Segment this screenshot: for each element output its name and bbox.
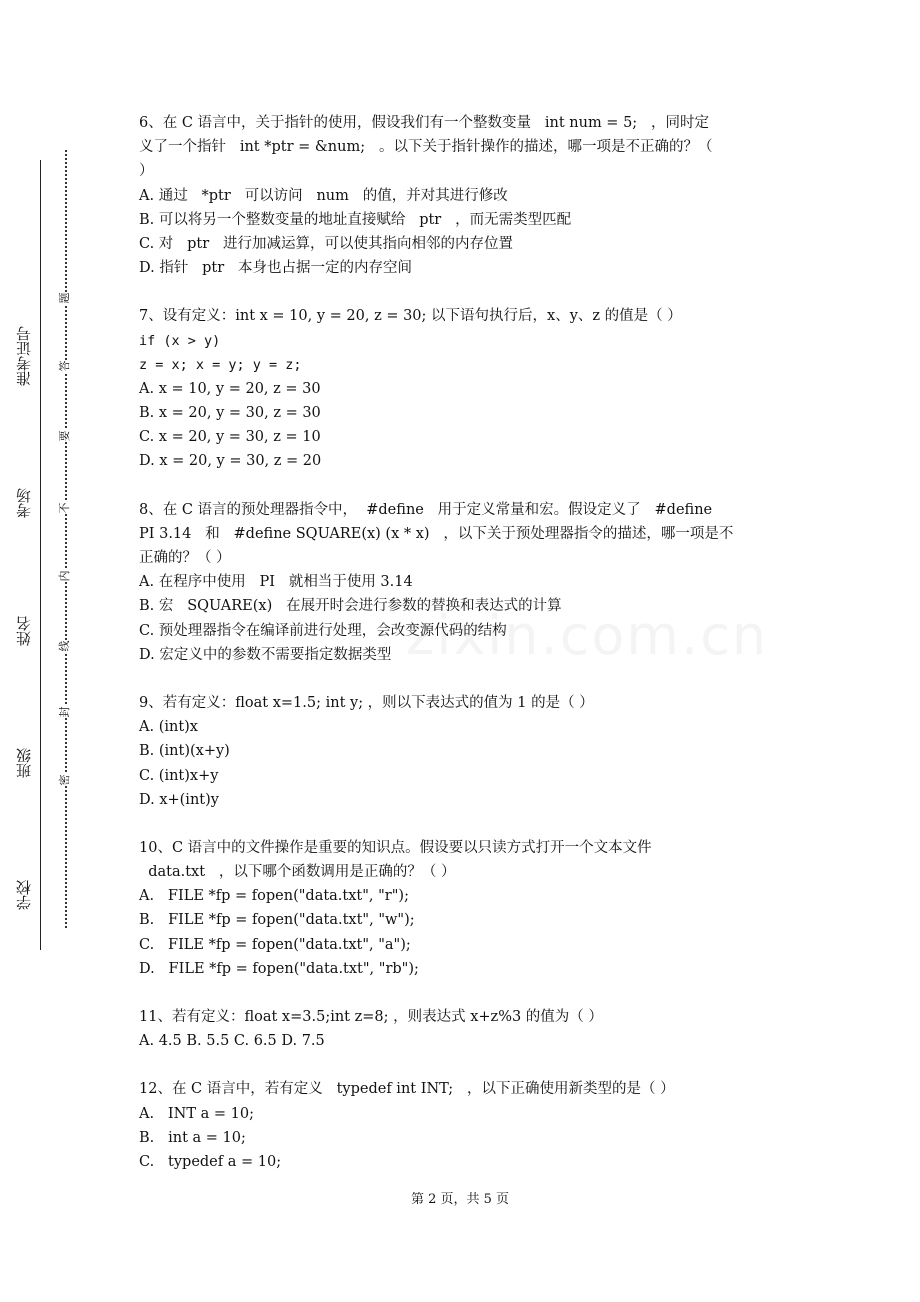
seal-char: 答 (58, 360, 71, 372)
seal-char: 不 (58, 502, 71, 514)
option-a: A. INT a = 10; (139, 1105, 254, 1122)
question-line: PI 3.14 和 #define SQUARE(x) (x * x) ，以下关于预处理器指令的描述，哪一项是不 (139, 525, 734, 542)
binding-margin (0, 0, 80, 1302)
field-exam-room: 考场 (15, 488, 33, 518)
seal-char: 密 (58, 774, 71, 786)
exam-questions (139, 111, 799, 1198)
seal-char: 线 (58, 640, 71, 652)
question-line: 9、若有定义：float x=1.5; int y; ，则以下表达式的值为 1 的是（ ） (139, 694, 594, 711)
seal-char: 题 (58, 292, 71, 304)
option-c: C. FILE *fp = fopen("data.txt", "a"); (139, 936, 411, 953)
question-line: 7、设有定义：int x = 10, y = 20, z = 30; 以下语句执行后，x、y、z 的值是（ ） (139, 308, 682, 325)
field-ticket-number: 准考证号 (15, 326, 33, 386)
question-6 (139, 111, 799, 280)
question-line: 正确的？（ ） (139, 550, 231, 566)
question-10 (139, 836, 799, 981)
option-b: B. int a = 10; (139, 1129, 246, 1146)
code-line: z = x; x = y; y = z; (139, 356, 302, 373)
question-line: 10、C 语言中的文件操作是重要的知识点。假设要以只读方式打开一个文本文件 (139, 839, 652, 856)
option-d: D. x+(int)y (139, 791, 219, 808)
field-name: 姓名 (15, 616, 33, 646)
option-d: D. FILE *fp = fopen("data.txt", "rb"); (139, 960, 419, 977)
seal-char: 内 (58, 570, 71, 582)
binding-dotted-line (65, 150, 67, 928)
question-line: 6、在 C 语言中，关于指针的使用，假设我们有一个整数变量 int num = 5; ，同时定 (139, 115, 710, 131)
question-9 (139, 691, 799, 812)
field-class: 班级 (15, 748, 33, 778)
question-line: 8、在 C 语言的预处理器指令中， #define 用于定义常量和宏。假设定义了 #define (139, 501, 713, 518)
question-line: data.txt ，以下哪个函数调用是正确的？（ ） (139, 864, 456, 881)
question-line: 义了一个指针 int *ptr = &num; 。以下关于指针操作的描述，哪一项是不正确的？（ (139, 139, 713, 156)
options-line: A. 4.5 B. 5.5 C. 6.5 D. 7.5 (139, 1033, 325, 1050)
option-c: C. typedef a = 10; (139, 1153, 282, 1170)
option-b: B. 可以将另一个整数变量的地址直接赋给 ptr ，而无需类型匹配 (139, 211, 572, 228)
question-8 (139, 498, 799, 667)
option-a: A. (int)x (139, 719, 198, 736)
code-line: if (x > y) (139, 332, 221, 349)
seal-char: 封 (58, 706, 71, 718)
option-c: C. 对 ptr 进行加减运算，可以使其指向相邻的内存位置 (139, 235, 513, 252)
question-12 (139, 1077, 799, 1174)
question-7 (139, 304, 799, 473)
binding-solid-line (40, 160, 41, 950)
option-b: B. (int)(x+y) (139, 743, 230, 760)
option-b: B. 宏 SQUARE(x) 在展开时会进行参数的替换和表达式的计算 (139, 598, 562, 615)
option-a: A. FILE *fp = fopen("data.txt", "r"); (139, 888, 409, 905)
option-c: C. 预处理器指令在编译前进行处理，会改变源代码的结构 (139, 622, 507, 639)
page-number-footer: 第 2 页，共 5 页 (410, 1192, 510, 1207)
question-line: ） (139, 163, 154, 180)
option-b: B. x = 20, y = 30, z = 30 (139, 405, 321, 422)
field-school: 学校 (15, 880, 33, 910)
watermark: zixin.com.cn (406, 604, 769, 667)
question-line: 12、在 C 语言中，若有定义 typedef int INT; ，以下正确使用新类型的是（ ） (139, 1081, 675, 1098)
option-c: C. (int)x+y (139, 767, 219, 784)
seal-char: 要 (58, 430, 71, 442)
option-a: A. 通过 *ptr 可以访问 num 的值，并对其进行修改 (139, 187, 508, 204)
option-d: D. 指针 ptr 本身也占据一定的内存空间 (139, 260, 413, 277)
question-11 (139, 1005, 799, 1053)
option-c: C. x = 20, y = 30, z = 10 (139, 429, 321, 446)
option-d: D. 宏定义中的参数不需要指定数据类型 (139, 646, 392, 663)
option-a: A. x = 10, y = 20, z = 30 (139, 380, 321, 397)
option-a: A. 在程序中使用 PI 就相当于使用 3.14 (139, 574, 413, 591)
option-d: D. x = 20, y = 30, z = 20 (139, 453, 322, 470)
question-line: 11、若有定义：float x=3.5;int z=8; ，则表达式 x+z%3 的值为（ ） (139, 1009, 603, 1025)
option-b: B. FILE *fp = fopen("data.txt", "w"); (139, 912, 415, 929)
